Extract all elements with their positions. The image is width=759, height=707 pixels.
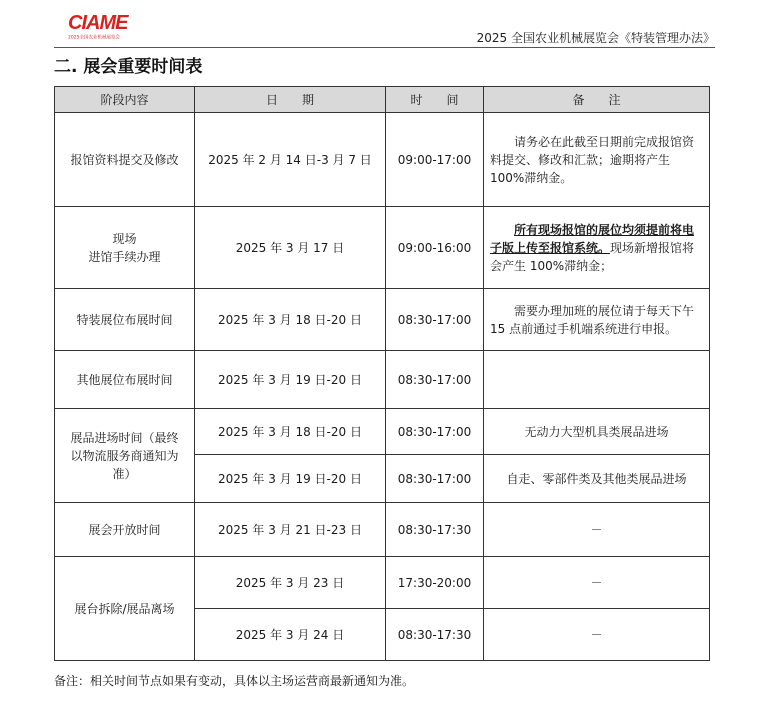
table-header-row: [55, 87, 710, 113]
stage-text: 展品进场时间（最终以物流服务商通知为准）: [70, 430, 179, 481]
date-cell: 2025 年 3 月 24 日: [195, 609, 386, 661]
time-cell: 17:30-20:00: [386, 557, 484, 609]
table-row: [55, 503, 710, 557]
date-cell: 2025 年 3 月 19 日-20 日: [195, 455, 386, 503]
note-text: [490, 221, 703, 275]
note-cell: 无动力大型机具类展品进场: [484, 409, 710, 455]
note-cell: [484, 289, 710, 351]
stage-cell: 特装展位布展时间: [55, 289, 195, 351]
date-cell: 2025 年 3 月 19 日-20 日: [195, 351, 386, 409]
time-cell: 08:30-17:00: [386, 351, 484, 409]
date-cell: 2025 年 3 月 21 日-23 日: [195, 503, 386, 557]
date-cell: 2025 年 3 月 23 日: [195, 557, 386, 609]
time-cell: 08:30-17:30: [386, 609, 484, 661]
date-cell: 2025 年 2 月 14 日-3 月 7 日: [195, 113, 386, 207]
time-cell: 09:00-17:00: [386, 113, 484, 207]
note-cell: －: [484, 557, 710, 609]
schedule-table: [54, 86, 710, 661]
header-note: 备 注: [484, 87, 710, 113]
note-cell: 自走、零部件类及其他类展品进场: [484, 455, 710, 503]
note-cell: [484, 113, 710, 207]
logo: [68, 12, 128, 42]
note-cell: [484, 351, 710, 409]
stage-cell: 展台拆除/展品离场: [55, 557, 195, 661]
stage-line: 进馆手续办理: [88, 249, 161, 264]
logo-mark: CIAME: [68, 12, 128, 34]
stage-cell: [55, 207, 195, 289]
table-row: [55, 557, 710, 609]
footer-note: 备注：相关时间节点如果有变动，具体以主场运营商最新通知为准。: [54, 674, 415, 688]
table-row: [55, 409, 710, 455]
note-cell: －: [484, 503, 710, 557]
time-cell: 08:30-17:00: [386, 409, 484, 455]
date-cell: 2025 年 3 月 17 日: [195, 207, 386, 289]
time-cell: 09:00-16:00: [386, 207, 484, 289]
time-cell: 08:30-17:00: [386, 455, 484, 503]
header-stage: 阶段内容: [55, 87, 195, 113]
stage-cell: 报馆资料提交及修改: [55, 113, 195, 207]
logo-tagline: 2025全国农业机械展览会: [68, 34, 120, 41]
table-row: [55, 351, 710, 409]
stage-cell: [55, 409, 195, 503]
note-text: 请务必在此截至日期前完成报馆资料提交、修改和汇款；逾期将产生 100%滞纳金。: [490, 134, 695, 185]
note-text: 需要办理加班的展位请于每天下午 15 点前通过手机端系统进行申报。: [490, 303, 695, 336]
note-rest: 现场新增报馆将会产生 100%滞纳金；: [490, 240, 695, 273]
time-cell: 08:30-17:30: [386, 503, 484, 557]
section-title: 二. 展会重要时间表: [54, 57, 203, 77]
header-date: 日 期: [195, 87, 386, 113]
header-title: 2025 全国农业机械展览会《特装管理办法》: [476, 31, 715, 45]
table-row: [55, 207, 710, 289]
table-row: [55, 289, 710, 351]
table-row: [55, 113, 710, 207]
header-time: 时 间: [386, 87, 484, 113]
stage-cell: 其他展位布展时间: [55, 351, 195, 409]
stage-cell: 展会开放时间: [55, 503, 195, 557]
note-cell: －: [484, 609, 710, 661]
date-cell: 2025 年 3 月 18 日-20 日: [195, 409, 386, 455]
note-emphasis: 所有现场报馆的展位均须提前将电子版上传至报馆系统。: [490, 222, 695, 255]
header-divider: [54, 47, 715, 48]
time-cell: 08:30-17:00: [386, 289, 484, 351]
date-cell: 2025 年 3 月 18 日-20 日: [195, 289, 386, 351]
note-cell: [484, 207, 710, 289]
stage-line: 现场: [112, 231, 137, 246]
